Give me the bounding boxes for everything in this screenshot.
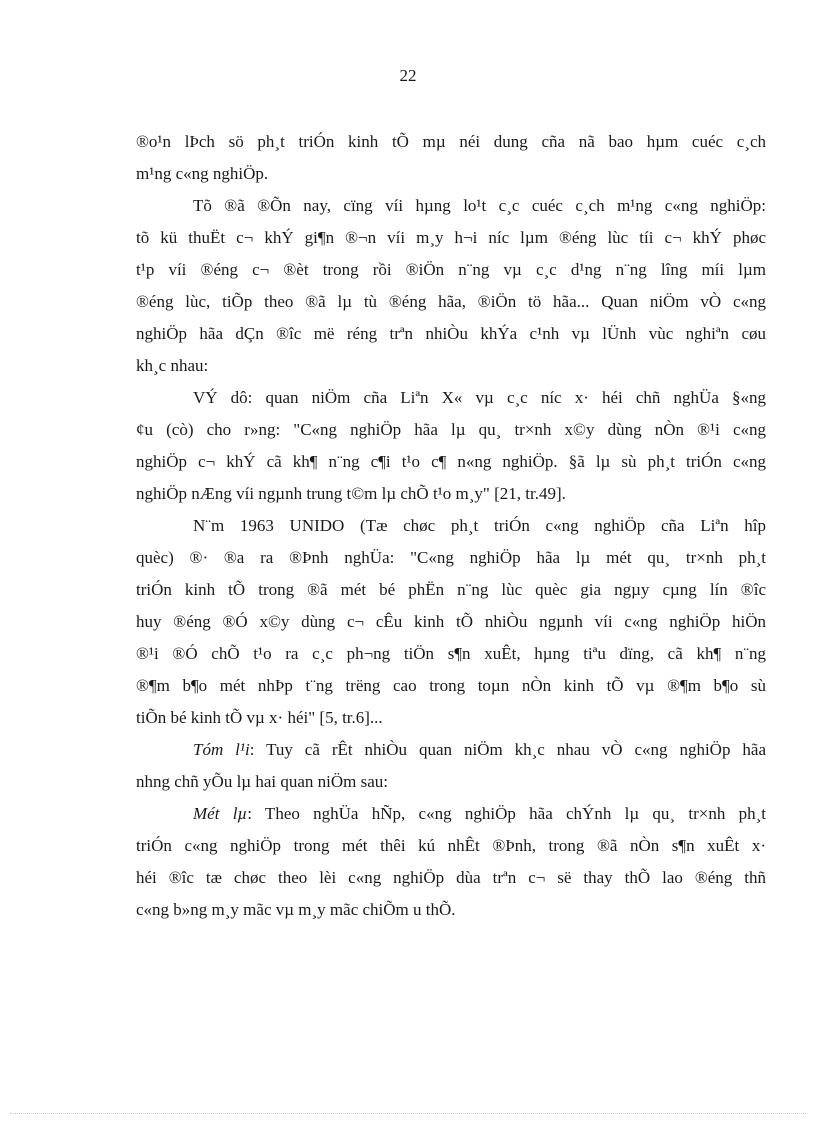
text-line: t¹p víi ®éng c¬ ®èt trong rồi ®iÖn n¨ng vµ c¸c d¹ng n¨ng lîng míi lµm (136, 260, 766, 279)
text-line: VÝ dô: quan niÖm cña Liªn X« vµ c¸c níc x· héi chñ nghÜa §«ng (193, 388, 766, 407)
page-bottom-divider (10, 1113, 806, 1114)
text-line: nghiÖp c¬ khÝ cã kh¶ n¨ng c¶i t¹o c¶ n«ng nghiÖp. §ã lµ sù ph¸t triÓn c«ng (136, 452, 766, 471)
text-line: m¹ng c«ng nghiÖp. (136, 164, 269, 183)
text-line: triÓn kinh tÕ trong ®ã mét bé phËn n¨ng lùc quèc gia ngµy cµng lín ®îc (136, 580, 766, 599)
text-line: tõ kü thuËt c¬ khÝ gi¶n ®¬n víi m¸y h¬i níc lµm ®éng lùc tíi c¬ khÝ phøc (136, 228, 766, 247)
body-text (136, 126, 766, 926)
italic-lead-in: Mét lµ (193, 804, 248, 823)
text-line: triÓn c«ng nghiÖp trong mét thêi kú nhÊt ®Þnh, trong ®ã nÒn s¶n xuÊt x· (136, 836, 766, 855)
text-line: nhng chñ yÕu lµ hai quan niÖm sau: (136, 772, 389, 791)
text-line (136, 734, 766, 766)
text-line: N¨m 1963 UNIDO (Tæ chøc ph¸t triÓn c«ng nghiÖp cña Liªn hîp (193, 516, 766, 535)
page-number: 22 (399, 66, 417, 85)
text-line: kh¸c nhau: (136, 356, 209, 375)
text-line: c«ng b»ng m¸y mãc vµ m¸y mãc chiÕm u thÕ. (136, 900, 456, 919)
text-line: huy ®éng ®Ó x©y dùng c¬ cÊu kinh tÕ nhiÒu ngµnh víi c«ng nghiÖp hiÖn (136, 612, 766, 631)
text-line: ®o¹n lÞch sö ph¸t triÓn kinh tÕ mµ néi dung cña nã bao hµm cuéc c¸ch (136, 132, 766, 151)
italic-lead-in: Tóm l¹i (193, 740, 250, 759)
text-line: tiÕn bé kinh tÕ vµ x· héi" [5, tr.6]... (136, 708, 383, 727)
text-line: ®¹i ®Ó chÕ t¹o ra c¸c ph¬ng tiÖn s¶n xuÊt, hµng tiªu dïng, cã kh¶ n¨ng (136, 644, 766, 663)
line-rest: : Theo nghÜa hÑp, c«ng nghiÖp hãa chÝnh lµ qu¸ tr×nh ph¸t (247, 804, 766, 823)
text-line (136, 798, 766, 830)
text-line: héi ®îc tæ chøc theo lèi c«ng nghiÖp dùa trªn c¬ së thay thÕ lao ®éng thñ (136, 868, 766, 887)
text-line: ¢u (cò) cho r»ng: "C«ng nghiÖp hãa lµ qu¸ tr×nh x©y dùng nÒn ®¹i c«ng (136, 420, 766, 439)
text-line: Tõ ®ã ®Õn nay, cïng víi hµng lo¹t c¸c cuéc c¸ch m¹ng c«ng nghiÖp: (193, 196, 766, 215)
text-line: ®éng lùc, tiÕp theo ®ã lµ tù ®éng hãa, ®iÖn tö hãa... Quan niÖm vÒ c«ng (136, 292, 766, 311)
text-line: ®¶m b¶o mét nhÞp t¨ng trëng cao trong toµn nÒn kinh tÕ vµ ®¶m b¶o sù (136, 676, 766, 695)
line-rest: : Tuy cã rÊt nhiÒu quan niÖm kh¸c nhau vÒ c«ng nghiÖp hãa (249, 740, 766, 759)
text-line: nghiÖp nÆng víi ngµnh trung t©m lµ chÕ t¹o m¸y" [21, tr.49]. (136, 484, 566, 503)
text-line: quèc) ®· ®a ra ®Þnh nghÜa: "C«ng nghiÖp hãa lµ mét qu¸ tr×nh ph¸t (136, 548, 766, 567)
text-line: nghiÖp hãa dÇn ®îc më réng trªn nhiÒu khÝa c¹nh vµ lÜnh vùc nghiªn cøu (136, 324, 766, 343)
